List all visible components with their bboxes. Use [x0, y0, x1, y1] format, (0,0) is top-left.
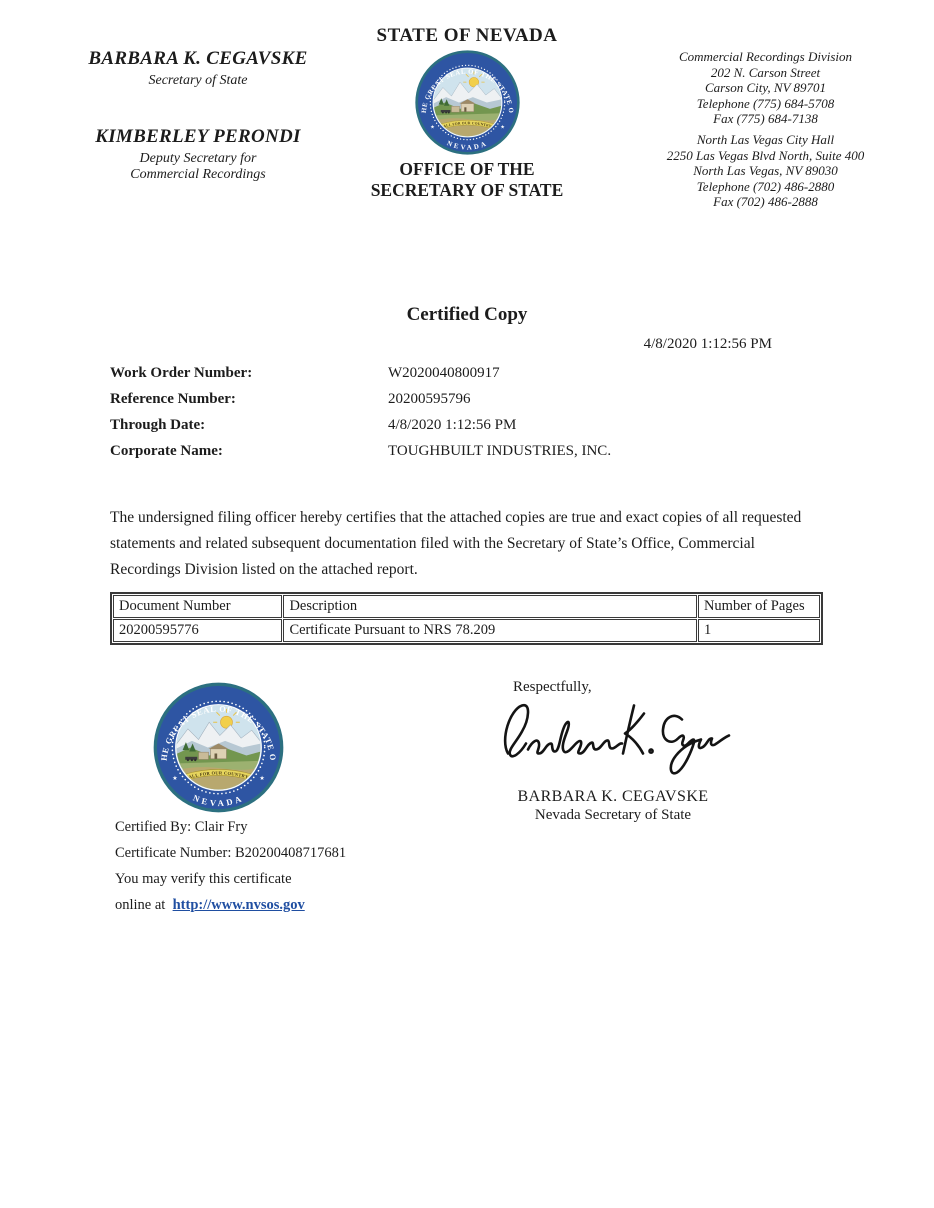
documents-table — [110, 592, 823, 645]
field-label: Corporate Name: — [110, 443, 223, 459]
address-line: 202 N. Carson Street — [710, 64, 821, 80]
address-line: Telephone (775) 684-5708 — [696, 95, 835, 111]
header-number-of-pages: Number of Pages — [698, 595, 820, 618]
office-line1: OFFICE OF THE — [399, 159, 535, 179]
state-title: STATE OF NEVADA — [376, 25, 558, 46]
order-fields — [110, 365, 810, 469]
secretary-name: BARBARA K. CEGAVSKE — [88, 48, 308, 69]
nevada-state-seal-icon — [152, 681, 285, 814]
certification-paragraph: The undersigned filing officer hereby certifies that the attached copies are true and exact copies of all requested statements and related subsequent documentation filed with the Secretary of State’s Office, Commercial Recordings Division listed on the attached report. — [110, 509, 802, 578]
division-addresses — [608, 49, 923, 210]
address-line: Commercial Recordings Division — [678, 49, 853, 64]
secretary-title: Secretary of State — [148, 73, 248, 88]
address-line: North Las Vegas, NV 89030 — [693, 163, 838, 179]
center-header — [337, 25, 597, 201]
cell-document-number: 20200595776 — [113, 619, 282, 642]
field-through-date — [110, 417, 810, 443]
field-corporate-name — [110, 443, 810, 469]
deputy-title-line1: Deputy Secretary for — [139, 151, 257, 166]
certificate-number: Certificate Number: B20200408717681 — [115, 845, 347, 861]
field-value: W2020040800917 — [388, 365, 500, 381]
verify-line2 — [115, 892, 346, 918]
verify-url-link[interactable]: http://www.nvsos.gov — [172, 897, 305, 913]
field-value: 20200595796 — [388, 391, 471, 407]
nevada-state-seal-icon — [414, 49, 521, 156]
deputy-title-line2: Commercial Recordings — [130, 167, 266, 182]
address-north-las-vegas — [608, 132, 923, 210]
address-line: 2250 Las Vegas Blvd North, Suite 400 — [666, 147, 865, 163]
header-description: Description — [283, 595, 697, 618]
address-line: Fax (775) 684-7138 — [713, 111, 818, 127]
verify-line1: You may verify this certificate — [115, 871, 292, 887]
field-label: Reference Number: — [110, 391, 236, 407]
certificate-info — [115, 814, 346, 918]
signature-handwriting — [498, 692, 733, 787]
document-title: Certified Copy — [406, 304, 528, 325]
header-document-number: Document Number — [113, 595, 282, 618]
signer-name: BARBARA K. CEGAVSKE — [517, 788, 709, 805]
address-line: Fax (702) 486-2888 — [713, 194, 818, 210]
address-carson — [608, 49, 923, 127]
field-value: TOUGHBUILT INDUSTRIES, INC. — [388, 443, 612, 459]
signer-block — [498, 788, 728, 824]
cell-pages: 1 — [698, 619, 820, 642]
deputy-name: KIMBERLEY PERONDI — [95, 126, 301, 147]
field-label: Through Date: — [110, 417, 206, 433]
issued-timestamp: 4/8/2020 1:12:56 PM — [643, 336, 772, 352]
closing-respectfully: Respectfully, — [513, 679, 592, 695]
table-header-row — [113, 595, 820, 618]
field-reference — [110, 391, 810, 417]
table-row — [113, 619, 820, 642]
field-value: 4/8/2020 1:12:56 PM — [388, 417, 517, 433]
cell-description: Certificate Pursuant to NRS 78.209 — [283, 619, 697, 642]
address-line: Carson City, NV 89701 — [704, 80, 827, 96]
verify-prefix: online at — [115, 897, 166, 913]
signer-title: Nevada Secretary of State — [534, 807, 692, 823]
address-line: Telephone (702) 486-2880 — [696, 178, 835, 194]
office-line2: SECRETARY OF STATE — [370, 180, 564, 200]
address-line: North Las Vegas City Hall — [696, 131, 835, 147]
field-work-order — [110, 365, 810, 391]
certified-by: Certified By: Clair Fry — [115, 819, 248, 835]
officials-block — [62, 48, 334, 183]
field-label: Work Order Number: — [110, 365, 253, 381]
